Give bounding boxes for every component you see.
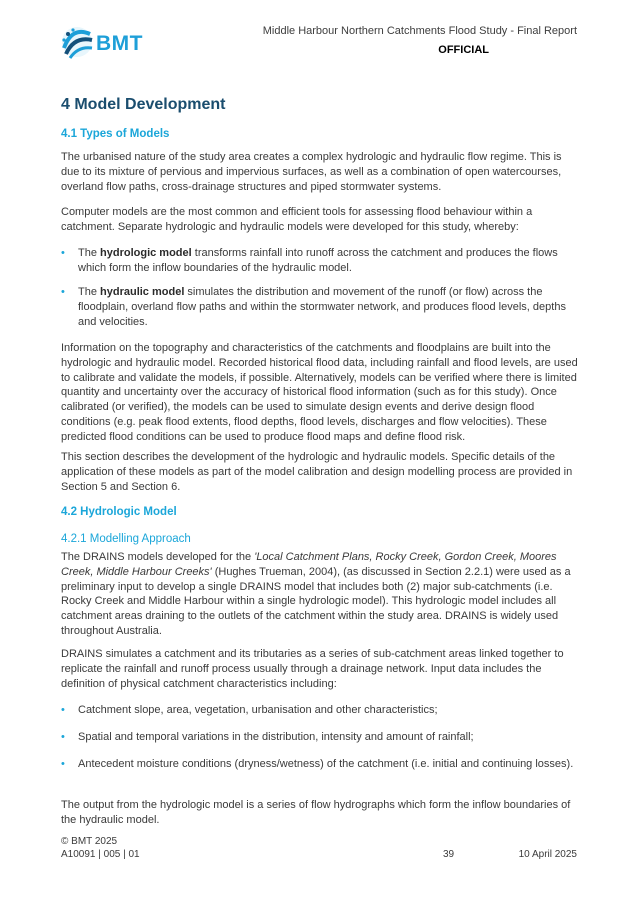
list-item-text: Catchment slope, area, vegetation, urbanisation and other characteristics; <box>78 704 438 716</box>
paragraph-4-1-2: Computer models are the most common and efficient tools for assessing flood behaviour within a catchment. Separate hydrologic and hydraulic models were developed for this study, whereby: <box>61 206 533 233</box>
bullet-icon: • <box>61 704 65 716</box>
footer-page-number: 39 <box>443 849 455 860</box>
footer-date: 10 April 2025 <box>518 849 577 860</box>
classification-label: OFFICIAL <box>438 44 489 56</box>
bold-term: hydrologic model <box>100 247 192 259</box>
bmt-logo <box>60 22 150 64</box>
list-item-text: The hydraulic model simulates the distribution and movement of the runoff (or flow) across the floodplain, overland flow paths and within the stormwater network, and produces flood levels, depths and velocities. <box>78 286 566 328</box>
report-citation: 'Local Catchment Plans, Rocky Creek, Gordon Creek, Moores Creek, Middle Harbour Creeks' <box>61 551 557 578</box>
report-title: Middle Harbour Northern Catchments Flood Study - Final Report <box>262 25 577 37</box>
subsection-title-4-2-1: 4.2.1 Modelling Approach <box>61 533 191 545</box>
paragraph-4-2-1-1: The DRAINS models developed for the 'Local Catchment Plans, Rocky Creek, Gordon Creek, Moores Creek, Middle Harbour Creeks' (Hughes Trueman, 2004), (as discussed in Section 2.2.1) were used as a preliminary input to develop a single DRAINS model that includes both (2) major sub-catchments (i.e. Rocky Creek and Middle Harbour within a single hydrologic model). This hydrologic model includes all catchment areas draining to the outlets of the catchment within the study area. DRAINS is widely used throughout Australia. <box>61 551 571 637</box>
paragraph-4-2-1-3: The output from the hydrologic model is a series of flow hydrographs which form the inflow boundaries of the hydraulic model. <box>61 799 571 826</box>
paragraph-4-1-3: Information on the topography and characteristics of the catchments and floodplains are built into the hydrologic and hydraulic model. Recorded historical flood data, including rainfall and flood levels, are used to calibrate and validate the models, if possible. Alternatively, models can be verified where there is limited quantity and uncertainty over the accuracy of historical flood information (such as for this study). Once calibrated (or verified), the models can be used to simulate design events and derive design flood conditions (e.g. peak flood extents, flood depths, flood levels, discharges and flow velocities). These predicted flood conditions can be used to produce flood maps and define flood risk. <box>61 342 578 443</box>
subsection-title-4-2: 4.2 Hydrologic Model <box>61 506 177 518</box>
bold-term: hydraulic model <box>100 286 185 298</box>
list-item-text: The hydrologic model transforms rainfall into runoff across the catchment and produces the flows which form the inflow boundaries of the hydraulic model. <box>78 247 558 274</box>
bullet-icon: • <box>61 731 65 743</box>
subsection-title-4-1: 4.1 Types of Models <box>61 128 170 140</box>
footer-copyright: © BMT 2025 <box>61 836 118 847</box>
bmt-logo-icon <box>60 22 94 62</box>
paragraph-4-1-1: The urbanised nature of the study area creates a complex hydrologic and hydraulic flow regime. This is due to its mixture of pervious and impervious surfaces, as well as a combination of open watercourses, overland flow paths, cross-drainage structures and piped stormwater systems. <box>61 151 562 193</box>
paragraph-4-2-1-2: DRAINS simulates a catchment and its tributaries as a series of sub-catchment areas linked together to replicate the rainfall and runoff process usually through a drainage network. Input data includes the definition of physical catchment characteristics including: <box>61 648 564 690</box>
paragraph-4-1-4: This section describes the development of the hydrologic and hydraulic models. Specific details of the application of these models as part of the model calibration and design modelling process are provided in Section 5 and Section 6. <box>61 451 573 493</box>
list-item-text: Antecedent moisture conditions (dryness/wetness) of the catchment (i.e. initial and continuing losses). <box>78 758 574 770</box>
footer-doc-ref: A10091 | 005 | 01 <box>61 849 140 860</box>
section-title: 4 Model Development <box>61 96 226 113</box>
bullet-icon: • <box>61 758 65 770</box>
bmt-logo-text: BMT <box>96 32 143 55</box>
bullet-icon: • <box>61 247 65 259</box>
bullet-icon: • <box>61 286 65 298</box>
list-item-text: Spatial and temporal variations in the distribution, intensity and amount of rainfall; <box>78 731 474 743</box>
